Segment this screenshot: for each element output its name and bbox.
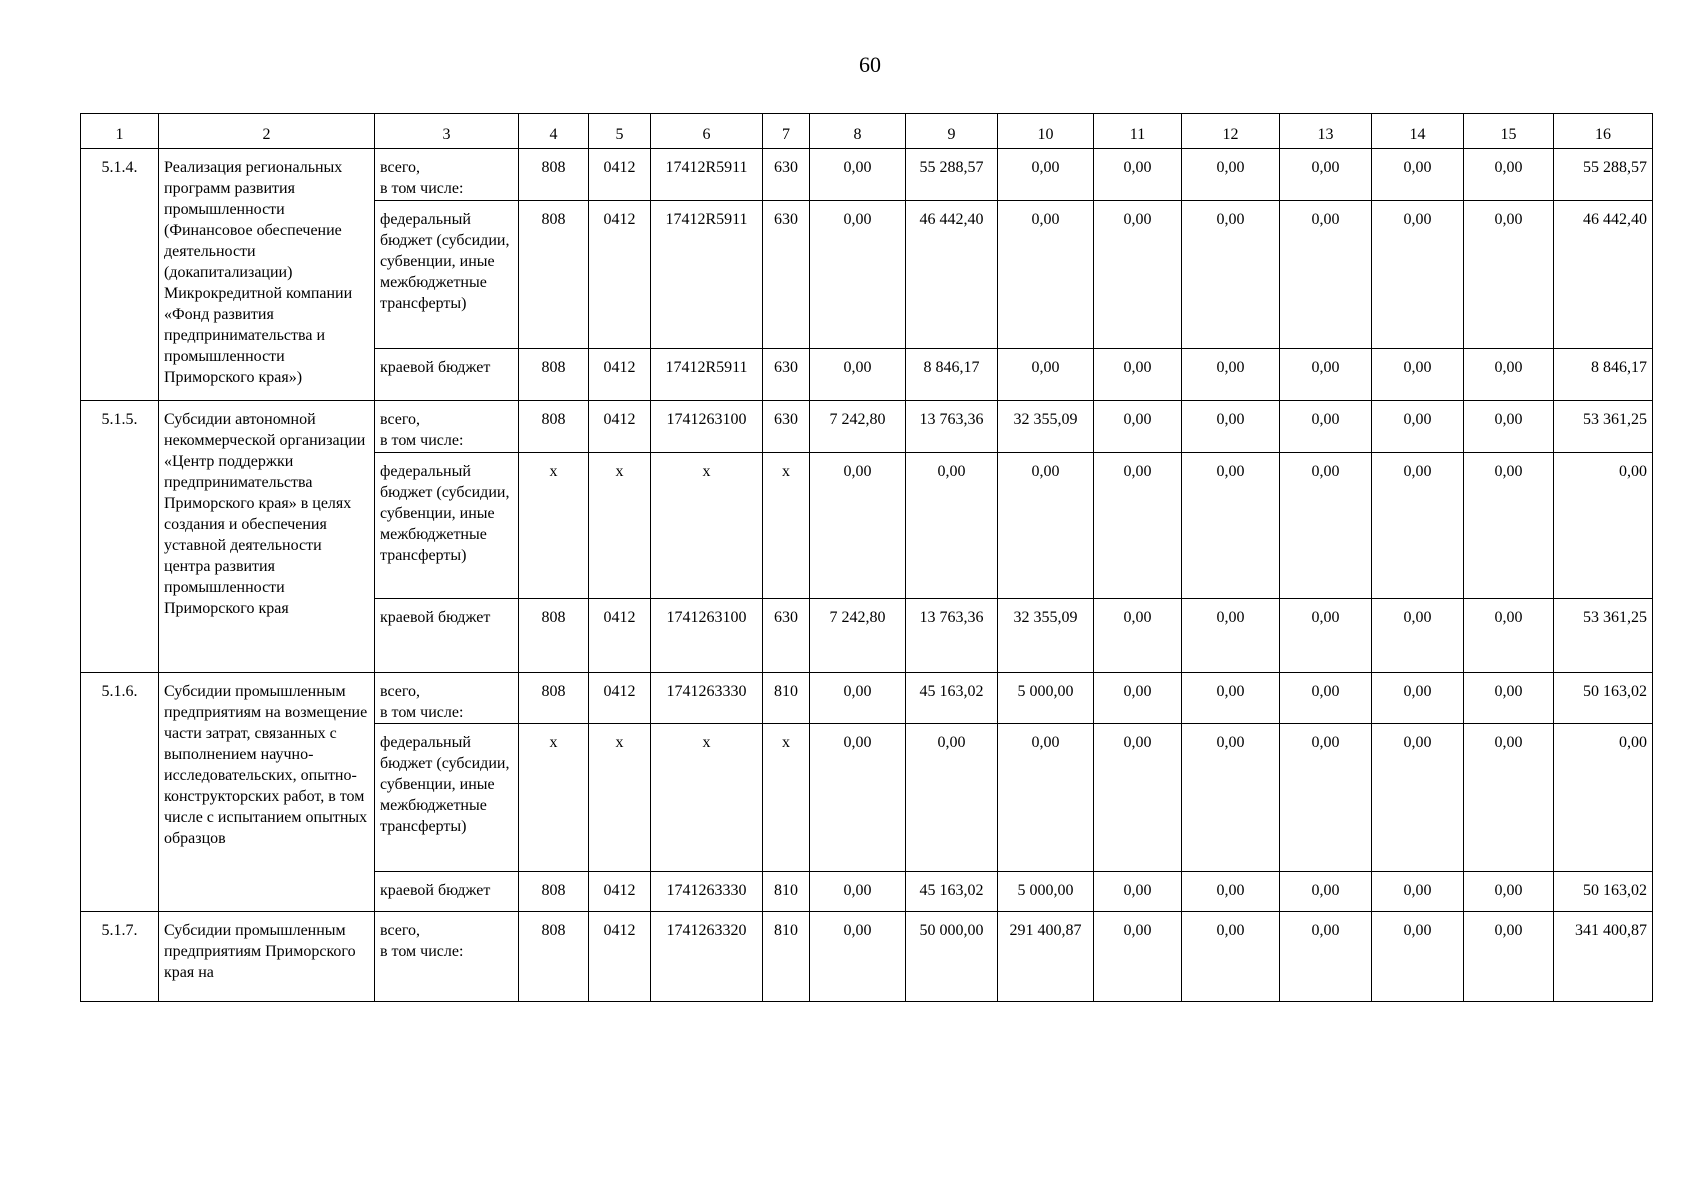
cell-col-10: 32 355,09	[998, 599, 1094, 673]
cell-col-6: 1741263100	[651, 401, 763, 453]
table-row	[81, 149, 1653, 201]
cell-col-4: х	[519, 453, 589, 599]
cell-col-5: 0412	[589, 149, 651, 201]
cell-col-4: х	[519, 724, 589, 872]
cell-col-6: х	[651, 453, 763, 599]
cell-col-13: 0,00	[1280, 453, 1372, 599]
cell-col-13: 0,00	[1280, 673, 1372, 724]
cell-col-9: 0,00	[906, 724, 998, 872]
column-header-16: 16	[1554, 114, 1653, 149]
cell-col-10: 0,00	[998, 201, 1094, 349]
cell-col-5: 0412	[589, 349, 651, 401]
cell-col-10: 5 000,00	[998, 872, 1094, 912]
cell-col-10: 32 355,09	[998, 401, 1094, 453]
cell-col-7: х	[763, 724, 810, 872]
cell-col-8: 0,00	[810, 673, 906, 724]
cell-col-13: 0,00	[1280, 599, 1372, 673]
cell-col-4: 808	[519, 201, 589, 349]
cell-col-6: 17412R5911	[651, 349, 763, 401]
cell-col-15: 0,00	[1464, 872, 1554, 912]
cell-col-16: 55 288,57	[1554, 149, 1653, 201]
cell-col-15: 0,00	[1464, 673, 1554, 724]
table-row	[81, 912, 1653, 1002]
cell-col-5: 0412	[589, 599, 651, 673]
cell-col-11: 0,00	[1094, 599, 1182, 673]
cell-col-16: 53 361,25	[1554, 401, 1653, 453]
cell-col-14: 0,00	[1372, 349, 1464, 401]
table-row	[81, 401, 1653, 453]
cell-col-4: 808	[519, 673, 589, 724]
cell-col-12: 0,00	[1182, 673, 1280, 724]
cell-col-7: 630	[763, 401, 810, 453]
cell-col-7: 810	[763, 872, 810, 912]
cell-col-8: 0,00	[810, 349, 906, 401]
cell-col-16: 46 442,40	[1554, 201, 1653, 349]
cell-col-16: 0,00	[1554, 724, 1653, 872]
column-header-12: 12	[1182, 114, 1280, 149]
cell-col-16: 50 163,02	[1554, 872, 1653, 912]
cell-col-11: 0,00	[1094, 453, 1182, 599]
funding-source: краевой бюджет	[375, 599, 519, 673]
cell-col-16: 0,00	[1554, 453, 1653, 599]
cell-col-14: 0,00	[1372, 724, 1464, 872]
item-index: 5.1.5.	[81, 401, 159, 673]
cell-col-16: 341 400,87	[1554, 912, 1653, 1002]
cell-col-16: 50 163,02	[1554, 673, 1653, 724]
cell-col-10: 0,00	[998, 349, 1094, 401]
header-row	[81, 114, 1653, 149]
column-header-6: 6	[651, 114, 763, 149]
column-header-15: 15	[1464, 114, 1554, 149]
cell-col-8: 7 242,80	[810, 401, 906, 453]
item-index: 5.1.7.	[81, 912, 159, 1002]
item-name: Субсидии автономной некоммерческой организации «Центр поддержки предпринимательства Приморского края» в целях создания и обеспечения уставной деятельности центра развития промышленности Приморского края	[159, 401, 375, 673]
cell-col-4: 808	[519, 149, 589, 201]
cell-col-7: 810	[763, 912, 810, 1002]
funding-source: всего, в том числе:	[375, 149, 519, 201]
cell-col-7: х	[763, 453, 810, 599]
cell-col-6: х	[651, 724, 763, 872]
cell-col-14: 0,00	[1372, 201, 1464, 349]
funding-source: всего, в том числе:	[375, 912, 519, 1002]
column-header-10: 10	[998, 114, 1094, 149]
cell-col-15: 0,00	[1464, 599, 1554, 673]
column-header-13: 13	[1280, 114, 1372, 149]
cell-col-9: 8 846,17	[906, 349, 998, 401]
cell-col-14: 0,00	[1372, 872, 1464, 912]
cell-col-8: 0,00	[810, 453, 906, 599]
column-header-11: 11	[1094, 114, 1182, 149]
cell-col-6: 17412R5911	[651, 149, 763, 201]
cell-col-15: 0,00	[1464, 201, 1554, 349]
cell-col-9: 13 763,36	[906, 599, 998, 673]
item-name: Реализация региональных программ развития промышленности (Финансовое обеспечение деятельности (докапитализации) Микрокредитной компании «Фонд развития предпринимательства и промышленности Приморского края»)	[159, 149, 375, 401]
table-row	[81, 673, 1653, 724]
cell-col-16: 53 361,25	[1554, 599, 1653, 673]
cell-col-9: 13 763,36	[906, 401, 998, 453]
cell-col-11: 0,00	[1094, 149, 1182, 201]
funding-source: федеральный бюджет (субсидии, субвенции, иные межбюджетные трансферты)	[375, 453, 519, 599]
cell-col-12: 0,00	[1182, 453, 1280, 599]
cell-col-12: 0,00	[1182, 349, 1280, 401]
cell-col-11: 0,00	[1094, 673, 1182, 724]
cell-col-5: 0412	[589, 401, 651, 453]
cell-col-11: 0,00	[1094, 724, 1182, 872]
cell-col-13: 0,00	[1280, 724, 1372, 872]
cell-col-6: 1741263100	[651, 599, 763, 673]
column-header-3: 3	[375, 114, 519, 149]
column-header-9: 9	[906, 114, 998, 149]
cell-col-7: 630	[763, 349, 810, 401]
funding-source: всего, в том числе:	[375, 401, 519, 453]
budget-table	[80, 113, 1653, 1002]
funding-source: федеральный бюджет (субсидии, субвенции, иные межбюджетные трансферты)	[375, 201, 519, 349]
cell-col-4: 808	[519, 912, 589, 1002]
cell-col-10: 0,00	[998, 724, 1094, 872]
cell-col-15: 0,00	[1464, 349, 1554, 401]
cell-col-13: 0,00	[1280, 872, 1372, 912]
cell-col-5: 0412	[589, 201, 651, 349]
cell-col-9: 0,00	[906, 453, 998, 599]
item-name: Субсидии промышленным предприятиям Приморского края на	[159, 912, 375, 1002]
funding-source: краевой бюджет	[375, 349, 519, 401]
cell-col-5: 0412	[589, 872, 651, 912]
cell-col-15: 0,00	[1464, 149, 1554, 201]
cell-col-4: 808	[519, 349, 589, 401]
cell-col-10: 0,00	[998, 149, 1094, 201]
cell-col-5: 0412	[589, 912, 651, 1002]
cell-col-13: 0,00	[1280, 401, 1372, 453]
cell-col-7: 810	[763, 673, 810, 724]
cell-col-11: 0,00	[1094, 401, 1182, 453]
cell-col-11: 0,00	[1094, 912, 1182, 1002]
cell-col-9: 46 442,40	[906, 201, 998, 349]
cell-col-4: 808	[519, 872, 589, 912]
page-number: 60	[859, 52, 881, 77]
cell-col-12: 0,00	[1182, 724, 1280, 872]
column-header-4: 4	[519, 114, 589, 149]
cell-col-14: 0,00	[1372, 912, 1464, 1002]
cell-col-13: 0,00	[1280, 349, 1372, 401]
cell-col-4: 808	[519, 599, 589, 673]
cell-col-5: х	[589, 724, 651, 872]
cell-col-7: 630	[763, 599, 810, 673]
cell-col-16: 8 846,17	[1554, 349, 1653, 401]
cell-col-15: 0,00	[1464, 912, 1554, 1002]
cell-col-8: 0,00	[810, 201, 906, 349]
cell-col-10: 291 400,87	[998, 912, 1094, 1002]
item-name: Субсидии промышленным предприятиям на возмещение части затрат, связанных с выполнением научно-исследовательских, опытно-конструкторских работ, в том числе с испытанием опытных образцов	[159, 673, 375, 912]
cell-col-11: 0,00	[1094, 349, 1182, 401]
cell-col-9: 45 163,02	[906, 673, 998, 724]
cell-col-11: 0,00	[1094, 201, 1182, 349]
item-index: 5.1.4.	[81, 149, 159, 401]
column-header-14: 14	[1372, 114, 1464, 149]
table-body	[81, 149, 1653, 1002]
cell-col-6: 1741263320	[651, 912, 763, 1002]
cell-col-15: 0,00	[1464, 724, 1554, 872]
cell-col-14: 0,00	[1372, 149, 1464, 201]
cell-col-5: х	[589, 453, 651, 599]
cell-col-13: 0,00	[1280, 201, 1372, 349]
item-index: 5.1.6.	[81, 673, 159, 912]
funding-source: всего, в том числе:	[375, 673, 519, 724]
funding-source: краевой бюджет	[375, 872, 519, 912]
column-header-8: 8	[810, 114, 906, 149]
cell-col-12: 0,00	[1182, 872, 1280, 912]
cell-col-9: 55 288,57	[906, 149, 998, 201]
cell-col-6: 1741263330	[651, 673, 763, 724]
cell-col-10: 0,00	[998, 453, 1094, 599]
cell-col-11: 0,00	[1094, 872, 1182, 912]
cell-col-15: 0,00	[1464, 401, 1554, 453]
column-header-7: 7	[763, 114, 810, 149]
cell-col-8: 7 242,80	[810, 599, 906, 673]
cell-col-14: 0,00	[1372, 599, 1464, 673]
cell-col-12: 0,00	[1182, 912, 1280, 1002]
column-header-5: 5	[589, 114, 651, 149]
cell-col-5: 0412	[589, 673, 651, 724]
cell-col-7: 630	[763, 149, 810, 201]
cell-col-12: 0,00	[1182, 149, 1280, 201]
cell-col-7: 630	[763, 201, 810, 349]
cell-col-8: 0,00	[810, 724, 906, 872]
cell-col-6: 17412R5911	[651, 201, 763, 349]
cell-col-14: 0,00	[1372, 401, 1464, 453]
column-header-2: 2	[159, 114, 375, 149]
cell-col-8: 0,00	[810, 149, 906, 201]
cell-col-14: 0,00	[1372, 453, 1464, 599]
cell-col-4: 808	[519, 401, 589, 453]
cell-col-9: 50 000,00	[906, 912, 998, 1002]
cell-col-15: 0,00	[1464, 453, 1554, 599]
cell-col-8: 0,00	[810, 912, 906, 1002]
cell-col-9: 45 163,02	[906, 872, 998, 912]
cell-col-13: 0,00	[1280, 149, 1372, 201]
cell-col-14: 0,00	[1372, 673, 1464, 724]
cell-col-13: 0,00	[1280, 912, 1372, 1002]
cell-col-12: 0,00	[1182, 401, 1280, 453]
cell-col-12: 0,00	[1182, 201, 1280, 349]
cell-col-10: 5 000,00	[998, 673, 1094, 724]
cell-col-12: 0,00	[1182, 599, 1280, 673]
funding-source: федеральный бюджет (субсидии, субвенции, иные межбюджетные трансферты)	[375, 724, 519, 872]
cell-col-8: 0,00	[810, 872, 906, 912]
cell-col-6: 1741263330	[651, 872, 763, 912]
column-header-1: 1	[81, 114, 159, 149]
